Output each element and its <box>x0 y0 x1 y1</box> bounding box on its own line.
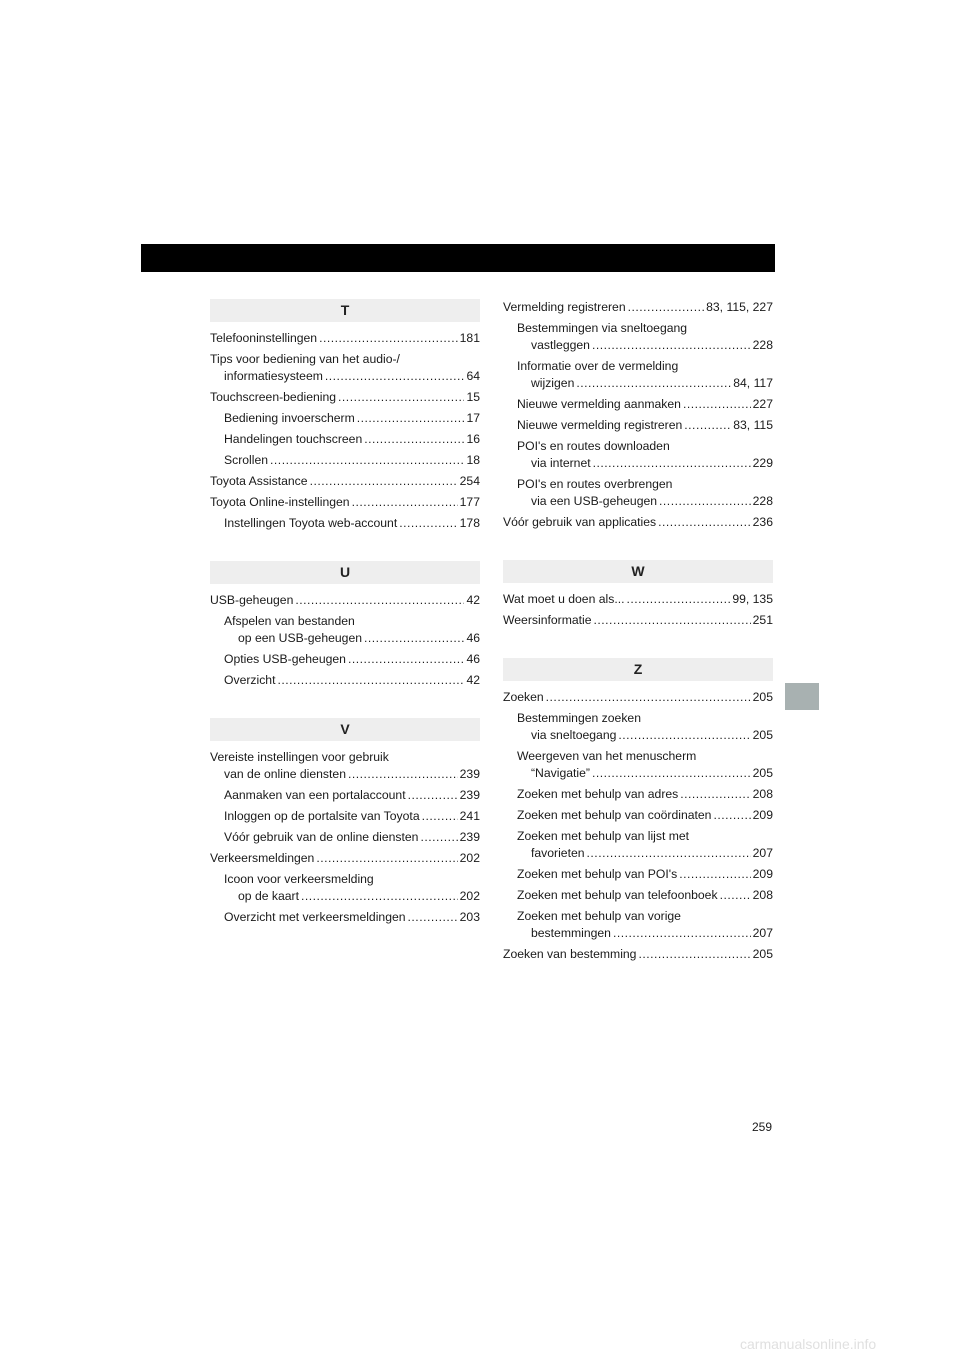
index-subentry <box>503 866 773 883</box>
dot-leader <box>658 514 751 531</box>
page-reference: 202 <box>459 889 480 903</box>
dot-leader <box>592 765 751 782</box>
index-entry <box>503 689 773 706</box>
dot-leader <box>420 829 457 846</box>
section-gap <box>503 535 773 560</box>
entry-text: Toyota Assistance <box>210 474 308 488</box>
index-subentry <box>503 358 773 392</box>
dot-leader <box>713 807 750 824</box>
entry-text: op de kaart <box>238 889 299 903</box>
page-reference: 46 <box>466 652 480 666</box>
section-gap <box>210 536 480 561</box>
index-subentry <box>503 438 773 472</box>
dot-leader <box>408 787 458 804</box>
dot-leader <box>295 592 464 609</box>
page-reference: 15 <box>466 390 480 404</box>
entry-text: Informatie over de vermelding <box>517 359 679 373</box>
section-letter-heading: U <box>210 561 480 584</box>
section-letter-heading: T <box>210 299 480 322</box>
entry-text: Zoeken met behulp van lijst met <box>517 829 690 843</box>
index-subentry <box>210 410 480 427</box>
page-reference: 205 <box>752 728 773 742</box>
page-reference: 42 <box>466 673 480 687</box>
entry-text: Bestemmingen zoeken <box>517 711 641 725</box>
index-subentry <box>503 417 773 434</box>
section-letter-heading: Z <box>503 658 773 681</box>
page-reference: 236 <box>752 515 773 529</box>
index-column-left <box>210 299 480 930</box>
dot-leader <box>399 515 457 532</box>
dot-leader <box>422 808 458 825</box>
page-reference: 241 <box>459 809 480 823</box>
index-subentry <box>503 748 773 782</box>
index-entry <box>210 330 480 347</box>
page-reference: 203 <box>459 910 480 924</box>
index-entry <box>210 473 480 490</box>
index-subentry <box>210 431 480 448</box>
index-subentry <box>503 828 773 862</box>
entry-text: via internet <box>531 456 591 470</box>
page-number: 259 <box>752 1120 773 1134</box>
page-reference: 181 <box>459 331 480 345</box>
dot-leader <box>592 337 751 354</box>
dot-leader <box>679 866 750 883</box>
dot-leader <box>316 850 457 867</box>
dot-leader <box>593 455 751 472</box>
page-reference: 209 <box>752 867 773 881</box>
index-entry <box>503 612 773 629</box>
page-reference: 207 <box>752 926 773 940</box>
index-subentry <box>210 672 480 689</box>
entry-text: Weersinformatie <box>503 613 592 627</box>
page-reference: 205 <box>752 766 773 780</box>
dot-leader <box>684 417 731 434</box>
index-subentry <box>210 651 480 668</box>
dot-leader <box>352 494 458 511</box>
entry-text: Zoeken van bestemming <box>503 947 637 961</box>
index-subentry <box>210 452 480 469</box>
page-reference: 207 <box>752 846 773 860</box>
dot-leader <box>325 368 465 385</box>
page-reference: 239 <box>459 788 480 802</box>
entry-text: POI's en routes downloaden <box>517 439 670 453</box>
dot-leader <box>301 888 458 905</box>
entry-text: Overzicht met verkeersmeldingen <box>224 910 406 924</box>
page-reference: 228 <box>752 494 773 508</box>
entry-text: favorieten <box>531 846 585 860</box>
page-reference: 46 <box>466 631 480 645</box>
index-subentry <box>503 807 773 824</box>
entry-text: “Navigatie” <box>531 766 590 780</box>
entry-text: Zoeken <box>503 690 544 704</box>
page-reference: 64 <box>466 369 480 383</box>
entry-text: Bestemmingen via sneltoegang <box>517 321 688 335</box>
page-reference: 17 <box>466 411 480 425</box>
page-reference: 16 <box>466 432 480 446</box>
dot-leader <box>680 786 750 803</box>
index-entry <box>503 946 773 963</box>
index-subentry <box>210 613 480 647</box>
entry-text: via sneltoegang <box>531 728 617 742</box>
entry-text: wijzigen <box>531 376 575 390</box>
dot-leader <box>310 473 458 490</box>
section-letter-heading: V <box>210 718 480 741</box>
index-subentry <box>210 787 480 804</box>
entry-text: Toyota Online-instellingen <box>210 495 350 509</box>
index-subentry <box>503 887 773 904</box>
entry-text: van de online diensten <box>224 767 346 781</box>
entry-text: Wat moet u doen als... <box>503 592 625 606</box>
page-reference: 83, 115 <box>733 418 773 432</box>
index-entry <box>503 299 773 316</box>
entry-text: bestemmingen <box>531 926 611 940</box>
dot-leader <box>587 845 751 862</box>
dot-leader <box>348 766 458 783</box>
entry-text: Vermelding registreren <box>503 300 626 314</box>
index-entry <box>503 591 773 608</box>
page-reference: 239 <box>459 830 480 844</box>
dot-leader <box>594 612 751 629</box>
entry-text: USB-geheugen <box>210 593 294 607</box>
entry-text: via een USB-geheugen <box>531 494 658 508</box>
index-entry <box>210 592 480 609</box>
section-letter-heading: W <box>503 560 773 583</box>
dot-leader <box>628 299 705 316</box>
entry-text: vastleggen <box>531 338 590 352</box>
entry-text: Zoeken met behulp van adres <box>517 787 679 801</box>
dot-leader <box>576 375 731 392</box>
entry-text: Instellingen Toyota web-account <box>224 516 398 530</box>
page-reference: 177 <box>459 495 480 509</box>
dot-leader <box>626 591 730 608</box>
entry-text: Zoeken met behulp van vorige <box>517 909 681 923</box>
page-reference: 83, 115, 227 <box>706 300 773 314</box>
index-entry <box>210 494 480 511</box>
entry-text: Aanmaken van een portalaccount <box>224 788 406 802</box>
entry-text: Icoon voor verkeersmelding <box>224 872 374 886</box>
index-entry <box>210 351 480 385</box>
dot-leader <box>638 946 750 963</box>
index-subentry <box>210 829 480 846</box>
dot-leader <box>364 630 464 647</box>
index-entry <box>210 749 480 783</box>
entry-text: Scrollen <box>224 453 269 467</box>
dot-leader <box>720 887 751 904</box>
index-subentry <box>210 909 480 926</box>
entry-text: informatiesysteem <box>224 369 323 383</box>
page-reference: 42 <box>466 593 480 607</box>
page-reference: 254 <box>459 474 480 488</box>
index-subentry <box>503 476 773 510</box>
page-reference: 18 <box>466 453 480 467</box>
entry-text: Verkeersmeldingen <box>210 851 315 865</box>
index-subentry <box>503 396 773 413</box>
dot-leader <box>270 452 464 469</box>
dot-leader <box>659 493 751 510</box>
watermark: carmanualsonline.info <box>740 1336 877 1352</box>
entry-text: Vóór gebruik van applicaties <box>503 515 657 529</box>
index-subentry <box>210 808 480 825</box>
entry-text: Vóór gebruik van de online diensten <box>224 830 419 844</box>
entry-text: Vereiste instellingen voor gebruik <box>210 750 389 764</box>
dot-leader <box>546 689 751 706</box>
page-reference: 84, 117 <box>733 376 773 390</box>
entry-text: POI's en routes overbrengen <box>517 477 673 491</box>
entry-text: Zoeken met behulp van telefoonboek <box>517 888 718 902</box>
entry-text: Weergeven van het menuscherm <box>517 749 697 763</box>
page-reference: 251 <box>752 613 773 627</box>
page-reference: 239 <box>459 767 480 781</box>
entry-text: op een USB-geheugen <box>238 631 363 645</box>
entry-text: Zoeken met behulp van POI's <box>517 867 678 881</box>
page-reference: 99, 135 <box>732 592 773 606</box>
dot-leader <box>357 410 465 427</box>
dot-leader <box>338 389 464 406</box>
entry-text: Nieuwe vermelding aanmaken <box>517 397 681 411</box>
entry-text: Inloggen op de portalsite van Toyota <box>224 809 420 823</box>
page-reference: 227 <box>752 397 773 411</box>
dot-leader <box>319 330 458 347</box>
page-reference: 229 <box>752 456 773 470</box>
index-column-right <box>503 299 773 967</box>
entry-text: Handelingen touchscreen <box>224 432 363 446</box>
index-subentry <box>503 710 773 744</box>
dot-leader <box>618 727 750 744</box>
section-gap <box>210 693 480 718</box>
page-reference: 202 <box>459 851 480 865</box>
dot-leader <box>408 909 458 926</box>
page-reference: 208 <box>752 888 773 902</box>
index-subentry <box>503 786 773 803</box>
entry-text: Touchscreen-bediening <box>210 390 337 404</box>
dot-leader <box>348 651 464 668</box>
page-reference: 178 <box>459 516 480 530</box>
entry-text: Opties USB-geheugen <box>224 652 346 666</box>
entry-text: Bediening invoerscherm <box>224 411 355 425</box>
index-entry <box>503 514 773 531</box>
entry-text: Telefooninstellingen <box>210 331 318 345</box>
page-reference: 208 <box>752 787 773 801</box>
entry-text: Zoeken met behulp van coördinaten <box>517 808 712 822</box>
index-subentry <box>503 908 773 942</box>
index-subentry <box>210 871 480 905</box>
header-bar <box>141 244 775 272</box>
index-entry <box>210 389 480 406</box>
index-subentry <box>503 320 773 354</box>
page-reference: 205 <box>752 947 773 961</box>
chapter-tab <box>785 683 819 710</box>
dot-leader <box>277 672 464 689</box>
page-reference: 205 <box>752 690 773 704</box>
entry-text: Nieuwe vermelding registreren <box>517 418 683 432</box>
index-entry <box>210 850 480 867</box>
page-reference: 209 <box>752 808 773 822</box>
entry-text: Overzicht <box>224 673 276 687</box>
dot-leader <box>613 925 751 942</box>
dot-leader <box>364 431 464 448</box>
entry-text: Afspelen van bestanden <box>224 614 355 628</box>
section-gap <box>503 633 773 658</box>
index-subentry <box>210 515 480 532</box>
dot-leader <box>683 396 751 413</box>
entry-text: Tips voor bediening van het audio-/ <box>210 352 400 366</box>
page-reference: 228 <box>752 338 773 352</box>
